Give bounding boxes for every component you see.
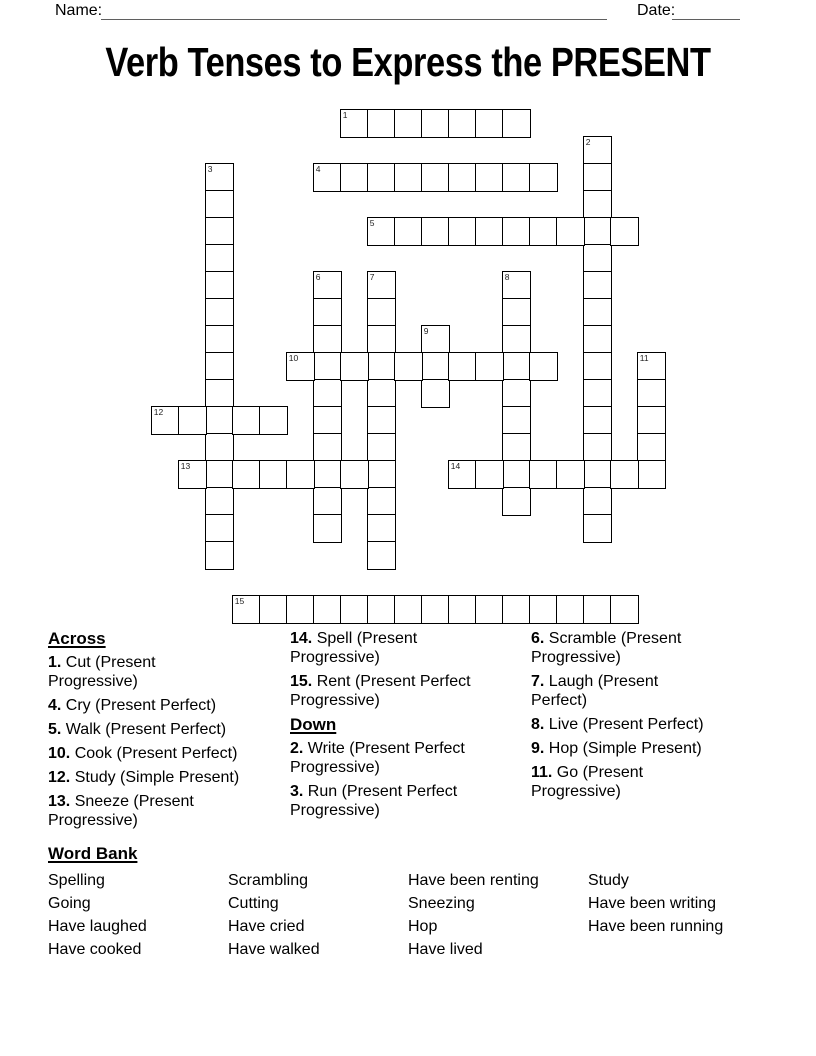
clue-down-6: 6. Scramble (Present Progressive) xyxy=(531,630,682,666)
crossword-grid xyxy=(152,110,665,623)
grid-cell-r18c12[interactable] xyxy=(475,595,504,624)
clue-number: 10. xyxy=(48,745,71,762)
grid-cell-r4c17[interactable] xyxy=(610,217,639,246)
grid-cell-r18c7[interactable] xyxy=(340,595,369,624)
grid-cell-r0c12[interactable] xyxy=(475,109,504,138)
clue-number: 11. xyxy=(531,764,553,781)
grid-cell-r9c11[interactable] xyxy=(448,352,477,381)
word-bank-item: Have cried xyxy=(228,918,305,935)
grid-cell-r6c13[interactable] xyxy=(502,271,531,300)
page-title: Verb Tenses to Express the PRESENT xyxy=(105,39,711,85)
word-bank-item: Spelling xyxy=(48,872,105,889)
cell-number: 7 xyxy=(369,271,375,282)
grid-cell-r12c2[interactable] xyxy=(205,433,234,462)
grid-cell-r2c11[interactable] xyxy=(448,163,477,192)
grid-cell-r4c2[interactable] xyxy=(205,217,234,246)
grid-cell-r12c6[interactable] xyxy=(313,433,342,462)
clue-across-5: 5. Walk (Present Perfect) xyxy=(48,721,227,738)
grid-cell-r13c4[interactable] xyxy=(259,460,288,489)
grid-cell-r7c6[interactable] xyxy=(313,298,342,327)
word-bank-section xyxy=(48,844,768,974)
grid-cell-r13c11[interactable] xyxy=(448,460,477,489)
grid-cell-r7c2[interactable] xyxy=(205,298,234,327)
grid-cell-r4c15[interactable] xyxy=(556,217,585,246)
grid-cell-r18c13[interactable] xyxy=(502,595,531,624)
grid-cell-r6c6[interactable] xyxy=(313,271,342,300)
word-bank-item: Have been renting xyxy=(408,872,539,889)
cell-number: 3 xyxy=(207,163,213,174)
grid-cell-r0c8[interactable] xyxy=(367,109,396,138)
clue-down-7: 7. Laugh (Present Perfect) xyxy=(531,673,659,709)
clue-number: 6. xyxy=(531,630,545,647)
clue-number: 9. xyxy=(531,740,545,757)
grid-cell-r15c16[interactable] xyxy=(583,514,612,543)
grid-cell-r9c14[interactable] xyxy=(529,352,558,381)
grid-cell-r13c7[interactable] xyxy=(340,460,369,489)
clue-number: 7. xyxy=(531,673,545,690)
grid-cell-r2c7[interactable] xyxy=(340,163,369,192)
word-bank-item: Study xyxy=(588,872,629,889)
grid-cell-r8c6[interactable] xyxy=(313,325,342,354)
word-bank-item: Scrambling xyxy=(228,872,309,889)
grid-cell-r2c10[interactable] xyxy=(421,163,450,192)
grid-cell-r13c15[interactable] xyxy=(556,460,585,489)
clue-number: 13. xyxy=(48,793,71,810)
clue-down-9: 9. Hop (Simple Present) xyxy=(531,740,702,757)
grid-cell-r12c13[interactable] xyxy=(502,433,531,462)
grid-cell-r4c14[interactable] xyxy=(529,217,558,246)
grid-cell-r2c6[interactable] xyxy=(313,163,342,192)
grid-cell-r18c14[interactable] xyxy=(529,595,558,624)
grid-cell-r11c16[interactable] xyxy=(583,406,612,435)
grid-cell-r8c2[interactable] xyxy=(205,325,234,354)
grid-cell-r2c16[interactable] xyxy=(583,163,612,192)
word-bank-item: Cutting xyxy=(228,895,279,912)
date-label: Date: xyxy=(637,2,676,19)
cell-number: 4 xyxy=(315,163,321,174)
clue-across-13: 13. Sneeze (Present Progressive) xyxy=(48,793,194,829)
clue-number: 3. xyxy=(290,783,304,800)
section-heading-down: Down xyxy=(290,715,337,734)
clue-number: 15. xyxy=(290,673,313,690)
grid-cell-r6c2[interactable] xyxy=(205,271,234,300)
clue-down-11: 11. Go (Present Progressive) xyxy=(531,764,644,800)
clue-number: 12. xyxy=(48,769,71,786)
grid-cell-r3c2[interactable] xyxy=(205,190,234,219)
grid-cell-r13c14[interactable] xyxy=(529,460,558,489)
cell-number: 5 xyxy=(369,217,375,228)
grid-cell-r13c8[interactable] xyxy=(367,460,396,489)
grid-cell-r4c16[interactable] xyxy=(583,217,612,246)
grid-cell-r4c10[interactable] xyxy=(421,217,450,246)
clue-number: 5. xyxy=(48,721,62,738)
grid-cell-r14c6[interactable] xyxy=(313,487,342,516)
word-bank-item: Going xyxy=(48,895,91,912)
clue-across-4: 4. Cry (Present Perfect) xyxy=(48,697,217,714)
cell-number: 14 xyxy=(450,460,461,471)
grid-cell-r15c2[interactable] xyxy=(205,514,234,543)
name-label: Name: xyxy=(55,2,103,19)
grid-cell-r7c8[interactable] xyxy=(367,298,396,327)
grid-cell-r18c10[interactable] xyxy=(421,595,450,624)
grid-cell-r16c8[interactable] xyxy=(367,541,396,570)
grid-cell-r10c16[interactable] xyxy=(583,379,612,408)
grid-cell-r13c1[interactable] xyxy=(178,460,207,489)
grid-cell-r11c13[interactable] xyxy=(502,406,531,435)
grid-cell-r11c18[interactable] xyxy=(637,406,666,435)
grid-cell-r14c2[interactable] xyxy=(205,487,234,516)
grid-cell-r0c10[interactable] xyxy=(421,109,450,138)
grid-cell-r9c16[interactable] xyxy=(583,352,612,381)
grid-cell-r2c13[interactable] xyxy=(502,163,531,192)
grid-cell-r4c13[interactable] xyxy=(502,217,531,246)
word-bank-item: Have lived xyxy=(408,941,483,958)
word-bank-column-3 xyxy=(408,869,539,961)
grid-cell-r13c16[interactable] xyxy=(583,460,612,489)
grid-cell-r18c17[interactable] xyxy=(610,595,639,624)
grid-cell-r14c8[interactable] xyxy=(367,487,396,516)
grid-cell-r9c5[interactable] xyxy=(286,352,315,381)
clue-across-14: 14. Spell (Present Progressive) xyxy=(290,630,418,666)
grid-cell-r12c18[interactable] xyxy=(637,433,666,462)
word-bank-column-4 xyxy=(588,869,723,938)
grid-cell-r0c13[interactable] xyxy=(502,109,531,138)
grid-cell-r9c8[interactable] xyxy=(367,352,396,381)
grid-cell-r13c6[interactable] xyxy=(313,460,342,489)
grid-cell-r5c16[interactable] xyxy=(583,244,612,273)
cell-number: 2 xyxy=(585,136,591,147)
grid-cell-r10c13[interactable] xyxy=(502,379,531,408)
clue-down-2: 2. Write (Present Perfect Progressive) xyxy=(290,740,465,776)
clue-down-3: 3. Run (Present Perfect Progressive) xyxy=(290,783,458,819)
word-bank-item: Have been running xyxy=(588,918,724,935)
grid-cell-r13c3[interactable] xyxy=(232,460,261,489)
grid-cell-r9c18[interactable] xyxy=(637,352,666,381)
grid-cell-r2c8[interactable] xyxy=(367,163,396,192)
grid-cell-r13c18[interactable] xyxy=(637,460,666,489)
grid-cell-r14c16[interactable] xyxy=(583,487,612,516)
grid-cell-r2c14[interactable] xyxy=(529,163,558,192)
grid-cell-r2c12[interactable] xyxy=(475,163,504,192)
cell-number: 9 xyxy=(423,325,429,336)
grid-cell-r18c16[interactable] xyxy=(583,595,612,624)
grid-cell-r9c2[interactable] xyxy=(205,352,234,381)
grid-cell-r4c9[interactable] xyxy=(394,217,423,246)
word-bank-heading: Word Bank xyxy=(48,844,138,863)
clue-column-1 xyxy=(48,629,244,835)
word-bank-item: Have been writing xyxy=(588,895,717,912)
grid-cell-r10c2[interactable] xyxy=(205,379,234,408)
clue-across-1: 1. Cut (Present Progressive) xyxy=(48,654,156,690)
word-bank-item: Have cooked xyxy=(48,941,142,958)
word-bank-item: Hop xyxy=(408,918,438,935)
clue-down-8: 8. Live (Present Perfect) xyxy=(531,716,704,733)
grid-cell-r11c4[interactable] xyxy=(259,406,288,435)
grid-cell-r18c6[interactable] xyxy=(313,595,342,624)
clue-across-15: 15. Rent (Present Perfect Progressive) xyxy=(290,673,471,709)
grid-cell-r11c6[interactable] xyxy=(313,406,342,435)
grid-cell-r18c3[interactable] xyxy=(232,595,261,624)
grid-cell-r8c10[interactable] xyxy=(421,325,450,354)
clues-section xyxy=(48,629,768,839)
grid-cell-r18c5[interactable] xyxy=(286,595,315,624)
grid-cell-r18c4[interactable] xyxy=(259,595,288,624)
grid-cell-r13c2[interactable] xyxy=(205,460,234,489)
date-input-line[interactable] xyxy=(672,1,740,20)
grid-cell-r9c7[interactable] xyxy=(340,352,369,381)
grid-cell-r18c11[interactable] xyxy=(448,595,477,624)
grid-cell-r12c8[interactable] xyxy=(367,433,396,462)
cell-number: 8 xyxy=(504,271,510,282)
clue-number: 14. xyxy=(290,630,313,647)
grid-cell-r10c10[interactable] xyxy=(421,379,450,408)
cell-number: 11 xyxy=(639,352,649,363)
word-bank-item: Have walked xyxy=(228,941,320,958)
grid-cell-r0c9[interactable] xyxy=(394,109,423,138)
grid-cell-r18c8[interactable] xyxy=(367,595,396,624)
grid-cell-r6c16[interactable] xyxy=(583,271,612,300)
grid-cell-r0c11[interactable] xyxy=(448,109,477,138)
word-bank-column-2 xyxy=(228,869,320,961)
grid-cell-r16c2[interactable] xyxy=(205,541,234,570)
grid-cell-r11c0[interactable] xyxy=(151,406,180,435)
clue-across-10: 10. Cook (Present Perfect) xyxy=(48,745,238,762)
grid-cell-r2c2[interactable] xyxy=(205,163,234,192)
grid-cell-r9c13[interactable] xyxy=(502,352,531,381)
cell-number: 13 xyxy=(180,460,191,471)
grid-cell-r4c11[interactable] xyxy=(448,217,477,246)
grid-cell-r18c15[interactable] xyxy=(556,595,585,624)
grid-cell-r7c16[interactable] xyxy=(583,298,612,327)
clue-number: 1. xyxy=(48,654,62,671)
grid-cell-r4c8[interactable] xyxy=(367,217,396,246)
clue-across-12: 12. Study (Simple Present) xyxy=(48,769,240,786)
grid-cell-r7c13[interactable] xyxy=(502,298,531,327)
grid-cell-r5c2[interactable] xyxy=(205,244,234,273)
cell-number: 1 xyxy=(342,109,348,120)
grid-cell-r0c7[interactable] xyxy=(340,109,369,138)
grid-cell-r18c9[interactable] xyxy=(394,595,423,624)
cell-number: 10 xyxy=(288,352,299,363)
word-bank-item: Sneezing xyxy=(408,895,475,912)
grid-cell-r13c12[interactable] xyxy=(475,460,504,489)
grid-cell-r9c10[interactable] xyxy=(421,352,450,381)
grid-cell-r15c6[interactable] xyxy=(313,514,342,543)
clue-number: 2. xyxy=(290,740,304,757)
cell-number: 6 xyxy=(315,271,321,282)
clue-column-3 xyxy=(531,629,713,806)
grid-cell-r1c16[interactable] xyxy=(583,136,612,165)
name-input-line[interactable] xyxy=(101,1,607,20)
grid-cell-r3c16[interactable] xyxy=(583,190,612,219)
word-bank-item: Have laughed xyxy=(48,918,147,935)
grid-cell-r11c1[interactable] xyxy=(178,406,207,435)
grid-cell-r11c2[interactable] xyxy=(205,406,234,435)
grid-cell-r9c9[interactable] xyxy=(394,352,423,381)
grid-cell-r2c9[interactable] xyxy=(394,163,423,192)
clue-number: 4. xyxy=(48,697,62,714)
clue-number: 8. xyxy=(531,716,545,733)
grid-cell-r11c8[interactable] xyxy=(367,406,396,435)
clue-column-2 xyxy=(290,629,495,825)
word-bank-column-1 xyxy=(48,869,147,961)
grid-cell-r6c8[interactable] xyxy=(367,271,396,300)
grid-cell-r8c8[interactable] xyxy=(367,325,396,354)
grid-cell-r9c6[interactable] xyxy=(313,352,342,381)
section-heading-across: Across xyxy=(48,629,106,648)
grid-cell-r10c6[interactable] xyxy=(313,379,342,408)
grid-cell-r9c12[interactable] xyxy=(475,352,504,381)
cell-number: 12 xyxy=(153,406,164,417)
grid-cell-r10c18[interactable] xyxy=(637,379,666,408)
grid-cell-r13c13[interactable] xyxy=(502,460,531,489)
grid-cell-r14c13[interactable] xyxy=(502,487,531,516)
grid-cell-r8c16[interactable] xyxy=(583,325,612,354)
grid-cell-r13c17[interactable] xyxy=(610,460,639,489)
grid-cell-r12c16[interactable] xyxy=(583,433,612,462)
grid-cell-r13c5[interactable] xyxy=(286,460,315,489)
grid-cell-r4c12[interactable] xyxy=(475,217,504,246)
grid-cell-r11c3[interactable] xyxy=(232,406,261,435)
grid-cell-r15c8[interactable] xyxy=(367,514,396,543)
grid-cell-r10c8[interactable] xyxy=(367,379,396,408)
grid-cell-r8c13[interactable] xyxy=(502,325,531,354)
cell-number: 15 xyxy=(234,595,245,606)
